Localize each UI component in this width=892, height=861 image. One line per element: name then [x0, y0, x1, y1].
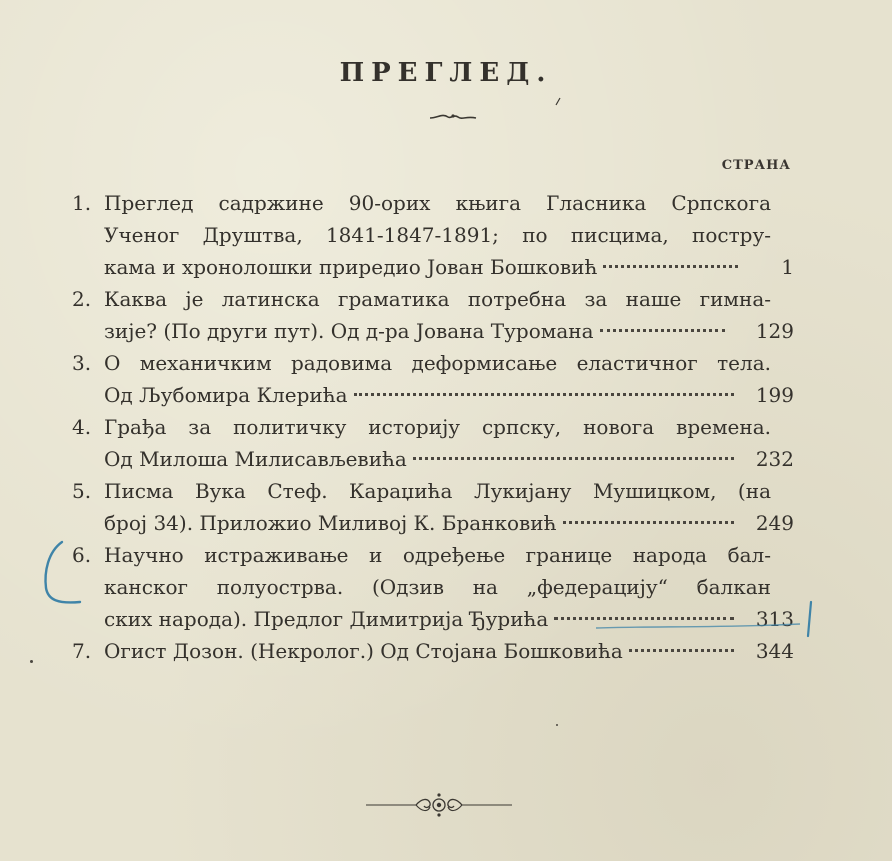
- entry-line-text: зије? (По други пут). Од д-ра Јована Туромана: [104, 319, 594, 343]
- entry-line: О механичким радовима деформисање еластичног тела.: [104, 351, 771, 375]
- entry-line-text: Огист Дозон. (Некролог.) Од Стојана Бошковића: [104, 639, 623, 663]
- entry-page: 199: [755, 383, 794, 407]
- entry-line: [104, 316, 731, 346]
- dot-leader: [600, 329, 726, 332]
- dot-leader: [563, 521, 734, 524]
- entry-number: 5.: [72, 479, 92, 503]
- entry-line: [104, 636, 740, 666]
- dot-leader: [413, 457, 734, 460]
- paper-speck: [556, 724, 558, 726]
- entry-line: Каква је латинска граматика потребна за наше гимна-: [104, 287, 771, 311]
- page-title: ПРЕГЛЕД.: [339, 58, 553, 88]
- dot-leader: [354, 393, 734, 396]
- entry-line-text: Од Милоша Милисављевића: [104, 447, 407, 471]
- page-column-label: СТРАНА: [721, 158, 791, 173]
- dot-leader: [603, 265, 738, 268]
- entry-line: [104, 444, 740, 474]
- entry-line-text: кама и хронолошки приредио Јован Бошковић: [104, 255, 598, 279]
- entry-page: 344: [755, 639, 794, 663]
- entry-page: 313: [755, 607, 794, 631]
- entry-number: 2.: [72, 287, 92, 311]
- entry-number: 6.: [72, 543, 92, 567]
- entry-page: 1: [781, 255, 794, 279]
- entry-line: Научно истраживање и одређење границе народа бал-: [104, 543, 771, 567]
- entry-number: 7.: [72, 639, 92, 663]
- entry-number: 3.: [72, 351, 92, 375]
- entry-line-text: Од Љубомира Клерића: [104, 383, 348, 407]
- entry-line: канског полуострва. (Одзив на „федерацију“ балкан: [104, 575, 771, 599]
- entry-number: 1.: [72, 191, 92, 215]
- dot-leader: [554, 617, 734, 620]
- entry-page: 232: [755, 447, 794, 471]
- entry-page: 129: [755, 319, 794, 343]
- entry-line: [104, 380, 740, 410]
- entry-line: Писма Вука Стеф. Караџића Лукијану Мушицком, (на: [104, 479, 771, 503]
- paper-speck: [30, 660, 33, 663]
- entry-line-text: ских народа). Предлог Димитрија Ђурића: [104, 607, 549, 631]
- entry-page: 249: [755, 511, 794, 535]
- entry-line-text: број 34). Приложио Миливој К. Бранковић: [104, 511, 557, 535]
- bottom-ornament-icon: [364, 790, 514, 820]
- entry-line: Ученог Друштва, 1841-1847-1891; по писцима, постру-: [104, 223, 771, 247]
- entry-number: 4.: [72, 415, 92, 439]
- entry-line: [104, 252, 744, 282]
- dot-leader: [629, 649, 734, 652]
- entry-line: Грађа за политичку историју српску, новога времена.: [104, 415, 771, 439]
- entry-line: [104, 604, 740, 634]
- entry-line: [104, 508, 740, 538]
- entry-line: Преглед садржине 90-орих књига Гласника Српскога: [104, 191, 771, 215]
